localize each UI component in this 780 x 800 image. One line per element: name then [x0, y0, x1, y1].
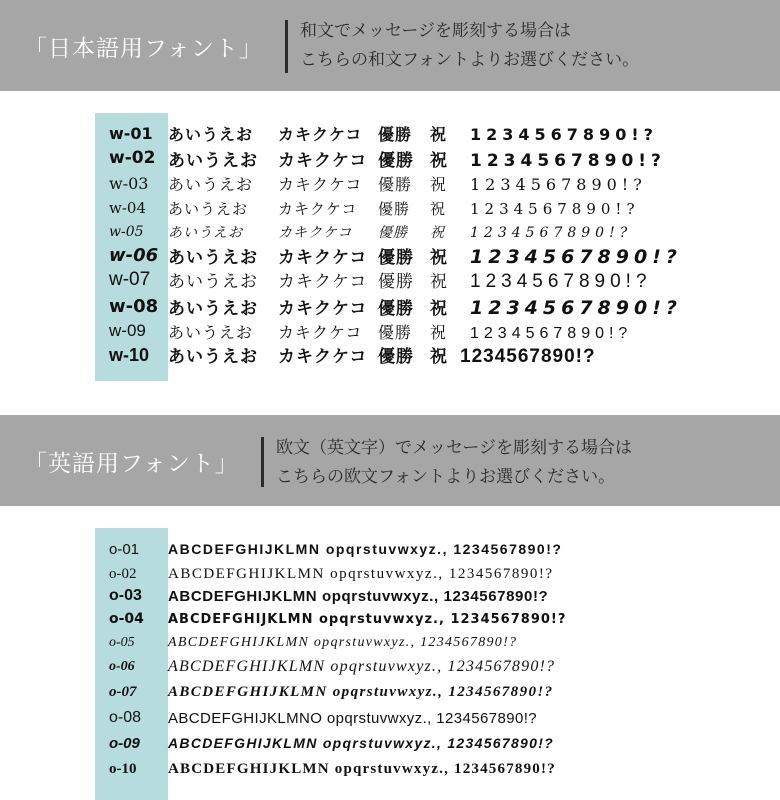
font-code: w-02	[109, 148, 156, 168]
japanese-font-row	[95, 268, 652, 292]
font-code: o-03	[109, 587, 142, 604]
description-line: 和文でメッセージを彫刻する場合は	[300, 21, 571, 41]
font-code: w-07	[109, 269, 151, 290]
font-sample: あいうえお カキクケコ 優勝 祝 1234567890!?	[168, 174, 647, 194]
font-sample: あいうえお カキクケコ 優勝 祝 1234567890!?	[168, 296, 682, 319]
font-code: w-06	[109, 244, 159, 266]
font-code: o-01	[109, 540, 140, 558]
font-code: w-01	[109, 123, 153, 143]
font-sample: ABCDEFGHIJKLMN opqrstuvwxyz., 1234567890!?	[168, 735, 555, 751]
font-sample: ABCDEFGHIJKLMN opqrstuvwxyz., 1234567890!?	[168, 611, 567, 627]
japanese-font-row	[95, 243, 682, 267]
font-sample: ABCDEFGHIJKLMN opqrstuvwxyz., 1234567890!?	[168, 541, 563, 557]
english-font-row	[95, 655, 555, 679]
font-code: o-04	[109, 611, 144, 627]
font-sample: ABCDEFGHIJKLMN opqrstuvwxyz., 1234567890!?	[168, 565, 554, 582]
english-font-row	[95, 631, 517, 655]
font-sample: ABCDEFGHIJKLMN opqrstuvwxyz., 1234567890!?	[168, 683, 554, 700]
english-font-row	[95, 562, 554, 586]
english-font-row	[95, 537, 562, 561]
font-sample: あいうえお カキクケコ 優勝 祝 1234567890!?	[168, 271, 652, 292]
font-code: w-03	[109, 173, 149, 193]
english-font-row	[95, 706, 537, 730]
font-code: o-06	[109, 659, 135, 674]
english-font-row	[95, 757, 556, 781]
font-sample: ABCDEFGHIJKLMN opqrstuvwxyz., 1234567890!?	[168, 658, 556, 675]
font-code: w-05	[109, 224, 144, 240]
japanese-font-row	[95, 121, 658, 145]
font-sample: あいうえお カキクケコ 優勝 祝 1234567890!?	[168, 346, 596, 367]
font-code: w-08	[109, 295, 159, 317]
font-sample: あいうえお カキクケコ 優勝 祝 1234567890!?	[168, 245, 682, 268]
font-code: o-09	[109, 734, 140, 752]
japanese-font-row	[95, 319, 632, 343]
font-code: o-05	[109, 635, 135, 650]
japanese-font-row	[95, 294, 682, 318]
font-sample: ABCDEFGHIJKLMN opqrstuvwxyz., 1234567890!?	[168, 760, 556, 777]
font-sample: あいうえお カキクケコ 優勝 祝 1234567890!?	[168, 324, 633, 342]
font-sample: あいうえお カキクケコ 優勝 祝 1234567890!?	[168, 150, 666, 171]
description-line: こちらの和文フォントよりお選びください。	[300, 50, 640, 70]
font-code: o-10	[109, 760, 137, 777]
english-font-description	[276, 434, 632, 492]
header-divider	[285, 20, 288, 73]
japanese-font-title: 「日本語用フォント」	[24, 36, 263, 62]
header-divider	[261, 437, 264, 487]
font-code: w-04	[109, 199, 146, 217]
english-font-row	[95, 680, 554, 704]
japanese-font-row	[95, 343, 596, 367]
english-font-row	[95, 731, 554, 755]
japanese-font-row	[95, 146, 666, 170]
japanese-font-row	[95, 171, 647, 195]
description-line: こちらの欧文フォントよりお選びください。	[276, 467, 616, 487]
font-sample: ABCDEFGHIJKLMN opqrstuvwxyz., 1234567890!?	[168, 587, 549, 605]
japanese-font-row	[95, 220, 632, 244]
english-font-row	[95, 607, 566, 631]
font-code: w-10	[109, 344, 150, 365]
font-sample: あいうえお カキクケコ 優勝 祝 1234567890!?	[168, 199, 640, 218]
font-code: o-08	[109, 709, 142, 726]
font-sample: ABCDEFGHIJKLMN opqrstuvwxyz., 1234567890!?	[168, 635, 518, 650]
font-code: o-02	[109, 565, 137, 582]
english-font-row	[95, 584, 548, 608]
japanese-font-header	[0, 0, 780, 91]
font-sample: あいうえお カキクケコ 優勝 祝 1234567890!?	[168, 124, 658, 144]
english-font-header	[0, 415, 780, 506]
font-sample: ABCDEFGHIJKLMNO opqrstuvwxyz., 1234567890!?	[168, 709, 538, 727]
japanese-font-description	[300, 17, 639, 75]
english-font-title: 「英語用フォント」	[24, 451, 239, 477]
japanese-font-row	[95, 196, 640, 220]
font-sample: あいうえお カキクケコ 優勝 祝 1234567890!?	[168, 225, 633, 241]
description-line: 欧文（英文字）でメッセージを彫刻する場合は	[276, 438, 632, 458]
font-code: o-07	[109, 683, 137, 700]
font-code: w-09	[109, 321, 146, 340]
